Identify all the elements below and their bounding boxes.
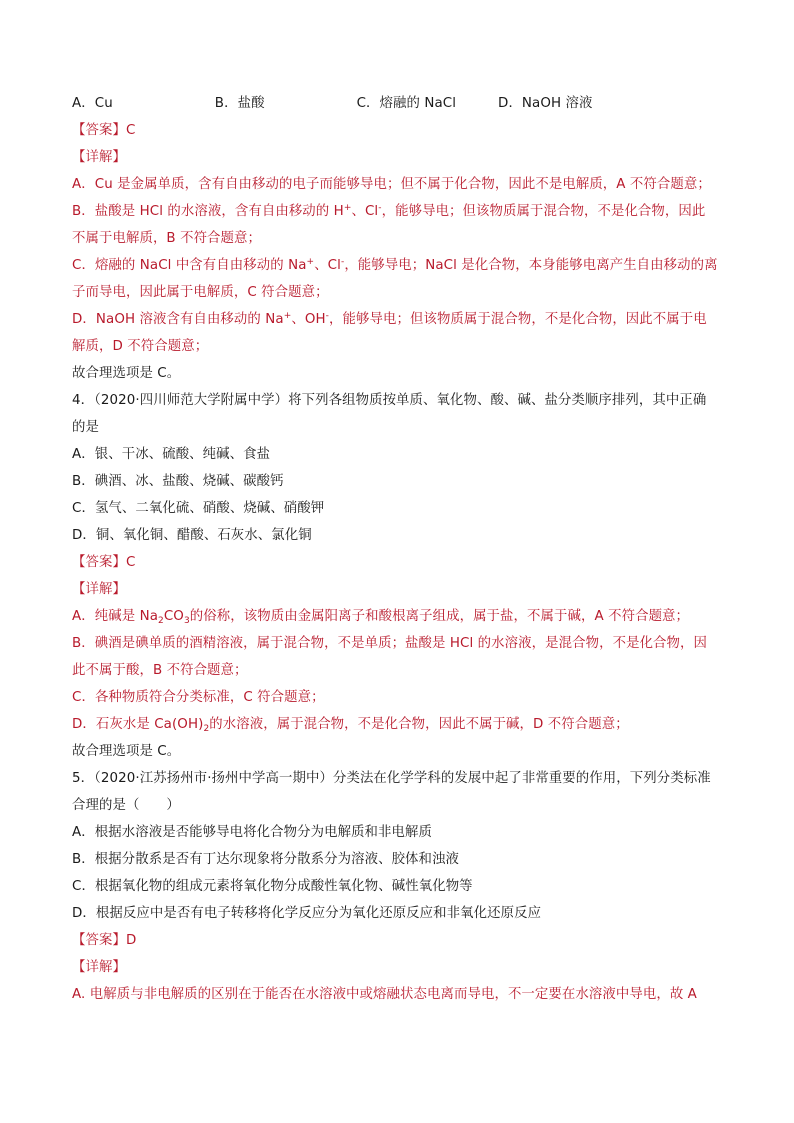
- q3-option-c: C．熔融的 NaCl: [356, 96, 457, 111]
- q5-option-d: D．根据反应中是否有电子转移将化学反应分为氧化还原反应和非氧化还原反应: [72, 906, 542, 921]
- q3-options-row: [72, 94, 593, 114]
- q4-answer: 【答案】C: [72, 555, 136, 570]
- q3-option-d: D．NaOH 溶液: [498, 96, 593, 111]
- q4-detail-heading: 【详解】: [72, 582, 126, 597]
- q3-explanation-c-line2: 子而导电，因此属于电解质，C 符合题意；: [72, 285, 329, 300]
- q5-stem-line2: 合理的是（ ）: [72, 798, 180, 813]
- q5-answer: 【答案】D: [72, 933, 137, 948]
- q4-conclusion: 故合理选项是 C。: [72, 744, 181, 759]
- q4-option-a: A．银、干冰、硫酸、纯碱、食盐: [72, 447, 271, 462]
- q3-option-a: A．Cu: [72, 96, 113, 111]
- q5-explanation-a-line1: A. 电解质与非电解质的区别在于能否在水溶液中或熔融状态电离而导电，不一定要在水溶液中导电，故 A: [72, 987, 697, 1002]
- q3-explanation-a: A．Cu 是金属单质，含有自由移动的电子而能够导电；但不属于化合物，因此不是电解质，A 不符合题意；: [72, 177, 711, 192]
- q4-option-c: C．氢气、二氧化硫、硝酸、烧碱、硝酸钾: [72, 501, 325, 516]
- q4-explanation-a: A．纯碱是 $Na_2CO_3$的俗称，该物质由金属阳离子和酸根离子组成，属于盐，不属于碱，A 不符合题意；: [72, 609, 690, 626]
- q3-detail-heading: 【详解】: [72, 150, 126, 165]
- q4-explanation-b-line2: 此不属于酸，B 不符合题意；: [72, 663, 248, 678]
- q3-explanation-b-line1: B．盐酸是 HCl 的水溶液，含有自由移动的 H+、Cl-，能够导电；但该物质属于混合物，不是化合物，因此: [72, 203, 706, 219]
- q5-stem-line1: 5．（2020·江苏扬州市·扬州中学高一期中）分类法在化学学科的发展中起了非常重要的作用，下列分类标准: [72, 771, 711, 786]
- q4-explanation-c: C．各种物质符合分类标准，C 符合题意；: [72, 690, 325, 705]
- q4-stem-line2: 的是: [72, 420, 99, 435]
- q4-stem-line1: 4．（2020·四川师范大学附属中学）将下列各组物质按单质、氧化物、酸、碱、盐分类顺序排列，其中正确: [72, 393, 707, 408]
- q4-option-b: B．碘酒、冰、盐酸、烧碱、碳酸钙: [72, 474, 284, 489]
- q3-option-b: B．盐酸: [214, 96, 265, 111]
- q5-detail-heading: 【详解】: [72, 960, 126, 975]
- q5-option-b: B．根据分散系是否有丁达尔现象将分散系分为溶液、胶体和浊液: [72, 852, 460, 867]
- q3-conclusion: 故合理选项是 C。: [72, 366, 181, 381]
- q3-explanation-d-line1: D．NaOH 溶液含有自由移动的 Na+、OH-，能够导电；但该物质属于混合物，不是化合物，因此不属于电: [72, 311, 707, 327]
- q5-option-a: A．根据水溶液是否能够导电将化合物分为电解质和非电解质: [72, 825, 433, 840]
- q4-option-d: D．铜、氧化铜、醋酸、石灰水、氯化铜: [72, 528, 312, 543]
- q5-option-c: C．根据氧化物的组成元素将氧化物分成酸性氧化物、碱性氧化物等: [72, 879, 473, 894]
- q3-answer: 【答案】C: [72, 123, 136, 138]
- q3-explanation-c-line1: C．熔融的 NaCl 中含有自由移动的 Na+、Cl-，能够导电；NaCl 是化合物，本身能够电离产生自由移动的离: [72, 257, 718, 273]
- q3-explanation-d-line2: 解质，D 不符合题意；: [72, 339, 209, 354]
- q3-explanation-b-line2: 不属于电解质，B 不符合题意；: [72, 231, 262, 246]
- q4-explanation-b-line1: B．碘酒是碘单质的酒精溶液，属于混合物，不是单质；盐酸是 HCl 的水溶液，是混合物，不是化合物，因: [72, 636, 708, 651]
- q4-explanation-d: D．石灰水是 $Ca(OH)_2$的水溶液，属于混合物，不是化合物，因此不属于碱，D 不符合题意；: [72, 717, 629, 734]
